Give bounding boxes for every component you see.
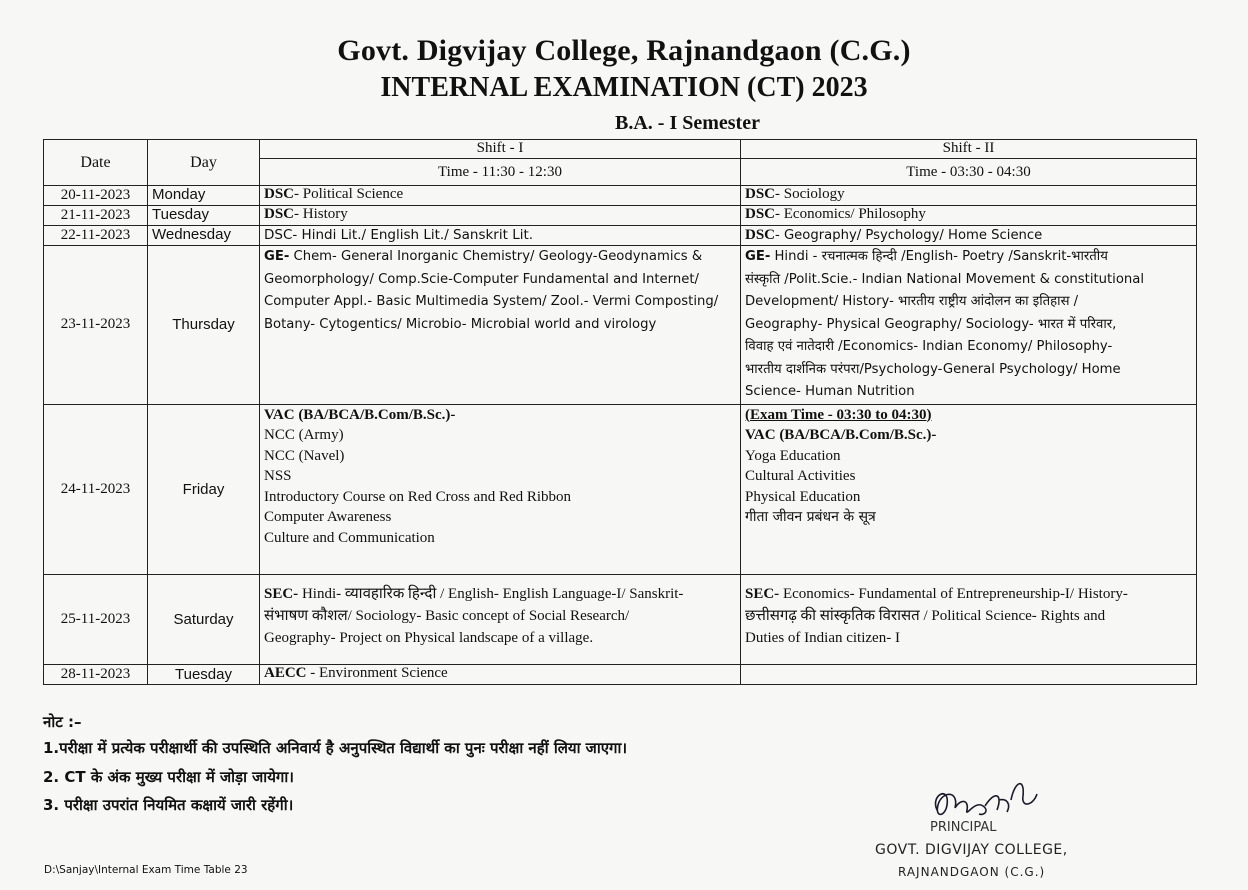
table-row bbox=[44, 574, 1197, 664]
paper-subjects: - History bbox=[294, 206, 348, 222]
row-day: Tuesday bbox=[148, 664, 260, 684]
header-day: Day bbox=[148, 140, 260, 186]
paper-type: SEC- bbox=[745, 585, 780, 602]
table-row bbox=[44, 664, 1197, 684]
note-item: 1.परीक्षा में प्रत्येक परीक्षार्थी की उपस्थिति अनिवार्य है अनुपस्थित विद्यार्थी का पुनः परीक्षा नहीं लिया जाएगा। bbox=[43, 739, 628, 757]
row-day: Saturday bbox=[148, 574, 260, 664]
header-shift-2: Shift - II bbox=[741, 140, 1197, 159]
paper-type: DSC bbox=[745, 227, 776, 243]
stamp-college: GOVT. DIGVIJAY COLLEGE, bbox=[875, 842, 1068, 858]
row-day: Tuesday bbox=[148, 206, 260, 226]
paper-subjects: - Political Science bbox=[294, 186, 404, 202]
subject-line: Yoga Education bbox=[745, 447, 841, 464]
row-shift-2 bbox=[741, 226, 1197, 246]
file-path: D:\Sanjay\Internal Exam Time Table 23 bbox=[44, 864, 248, 876]
row-day: Thursday bbox=[148, 246, 260, 405]
subject-line: Development/ History- भारतीय राष्ट्रीय आंदोलन का इतिहास / bbox=[745, 294, 1079, 309]
header-date: Date bbox=[44, 140, 148, 186]
row-date: 23-11-2023 bbox=[44, 246, 148, 405]
subject-line: Cultural Activities bbox=[745, 468, 856, 484]
subject-line: Geography- Project on Physical landscape of a village. bbox=[264, 629, 594, 646]
row-shift-1 bbox=[260, 246, 741, 405]
stamp-title: PRINCIPAL bbox=[930, 820, 997, 835]
paper-subjects: - Sociology bbox=[775, 186, 845, 202]
subject-line: भारतीय दार्शनिक परंपरा/Psychology-General Psychology/ Home bbox=[745, 361, 1121, 377]
subject-line: NSS bbox=[264, 468, 292, 484]
subject-line: Geography- Physical Geography/ Sociology- भारत में परिवार, bbox=[745, 316, 1117, 332]
row-shift-2 bbox=[741, 206, 1197, 226]
row-shift-2 bbox=[741, 664, 1197, 684]
subject-line: विवाह एवं नातेदारी /Economics- Indian Economy/ Philosophy- bbox=[745, 339, 1113, 354]
table-row bbox=[44, 246, 1197, 405]
row-shift-1 bbox=[260, 404, 741, 574]
college-title: Govt. Digvijay College, Rajnandgaon (C.G.) bbox=[337, 34, 911, 67]
subject-line: गीता जीवन प्रबंधन के सूत्र bbox=[745, 509, 876, 525]
subject-line: Botany- Cytogentics/ Microbio- Microbial world and virology bbox=[264, 316, 657, 332]
table-row bbox=[44, 226, 1197, 246]
row-shift-2 bbox=[741, 404, 1197, 574]
exam-title: INTERNAL EXAMINATION (CT) 2023 bbox=[380, 72, 868, 103]
subject-line: Physical Education bbox=[745, 488, 861, 505]
row-shift-2 bbox=[741, 574, 1197, 664]
row-shift-2 bbox=[741, 186, 1197, 206]
notes-heading: नोट :– bbox=[43, 713, 82, 731]
paper-type: SEC- bbox=[264, 585, 299, 602]
table-row bbox=[44, 404, 1197, 574]
header-shift-2-time: Time - 03:30 - 04:30 bbox=[741, 159, 1197, 186]
subject-line: Computer Appl.- Basic Multimedia System/ Zool.- Vermi Composting/ bbox=[264, 294, 719, 309]
paper-subjects: - Environment Science bbox=[306, 664, 448, 681]
row-date: 21-11-2023 bbox=[44, 206, 148, 226]
row-date: 22-11-2023 bbox=[44, 226, 148, 246]
subject-line: छत्तीसगढ़ की सांस्कृतिक विरासत / Political Science- Rights and bbox=[745, 607, 1106, 624]
note-item: 3. परीक्षा उपरांत नियमित कक्षायें जारी रहेंगी। bbox=[43, 796, 294, 814]
paper-type: AECC bbox=[264, 664, 307, 681]
table-row bbox=[44, 186, 1197, 206]
header-shift-1-time: Time - 11:30 - 12:30 bbox=[260, 159, 741, 186]
paper-type: DSC bbox=[745, 206, 776, 222]
row-shift-1: DSC- Hindi Lit./ English Lit./ Sanskrit Lit. bbox=[260, 226, 741, 246]
row-date: 20-11-2023 bbox=[44, 186, 148, 206]
subject-line: Geomorphology/ Comp.Scie-Computer Fundamental and Internet/ bbox=[264, 271, 699, 287]
subject-line: संभाषण कौशल/ Sociology- Basic concept of Social Research/ bbox=[264, 607, 630, 624]
subject-line: Economics- Fundamental of Entrepreneurship-I/ History- bbox=[779, 585, 1128, 602]
table-row bbox=[44, 206, 1197, 226]
header-shift-1: Shift - I bbox=[260, 140, 741, 159]
row-day: Monday bbox=[148, 186, 260, 206]
subject-line: Introductory Course on Red Cross and Red Ribbon bbox=[264, 488, 572, 505]
stamp-place: RAJNANDGAON (C.G.) bbox=[898, 865, 1046, 879]
row-day: Friday bbox=[148, 404, 260, 574]
row-shift-1 bbox=[260, 574, 741, 664]
row-date: 25-11-2023 bbox=[44, 574, 148, 664]
subject-line: NCC (Navel) bbox=[264, 447, 345, 464]
paper-type: VAC (BA/BCA/B.Com/B.Sc.)- bbox=[745, 427, 937, 443]
row-date: 28-11-2023 bbox=[44, 664, 148, 684]
subject-line: Hindi- व्यावहारिक हिन्दी / English- English Language-I/ Sanskrit- bbox=[298, 585, 684, 602]
paper-type: GE- bbox=[745, 249, 771, 264]
principal-stamp bbox=[870, 770, 1100, 880]
row-shift-2 bbox=[741, 246, 1197, 405]
row-shift-1 bbox=[260, 664, 741, 684]
subject-line: संस्कृति /Polit.Scie.- Indian National Movement & constitutional bbox=[745, 271, 1145, 287]
exam-time-note: (Exam Time - 03:30 to 04:30) bbox=[745, 406, 932, 423]
paper-type: VAC (BA/BCA/B.Com/B.Sc.)- bbox=[264, 406, 456, 423]
subject-line: Science- Human Nutrition bbox=[745, 384, 915, 399]
paper-type: GE- bbox=[264, 249, 290, 264]
semester-title: B.A. - I Semester bbox=[615, 112, 760, 134]
subject-line: Chem- General Inorganic Chemistry/ Geology-Geodynamics & bbox=[289, 249, 703, 264]
row-day: Wednesday bbox=[148, 226, 260, 246]
paper-subjects: - Economics/ Philosophy bbox=[775, 206, 926, 222]
row-shift-1 bbox=[260, 186, 741, 206]
subject-line: Hindi - रचनात्मक हिन्दी /English- Poetry /Sanskrit-भारतीय bbox=[770, 249, 1108, 264]
note-item: 2. CT के अंक मुख्य परीक्षा में जोड़ा जायेगा। bbox=[43, 768, 294, 786]
subject-line: Duties of Indian citizen- I bbox=[745, 629, 900, 646]
subject-line: NCC (Army) bbox=[264, 427, 344, 443]
exam-timetable bbox=[43, 139, 1197, 685]
paper-subjects: - Geography/ Psychology/ Home Science bbox=[775, 228, 1043, 243]
paper-type: DSC bbox=[745, 186, 776, 202]
row-shift-1 bbox=[260, 206, 741, 226]
row-date: 24-11-2023 bbox=[44, 404, 148, 574]
subject-line: Computer Awareness bbox=[264, 509, 392, 525]
paper-type: DSC bbox=[264, 206, 295, 222]
subject-line: Culture and Communication bbox=[264, 529, 435, 546]
paper-type: DSC bbox=[264, 186, 295, 202]
